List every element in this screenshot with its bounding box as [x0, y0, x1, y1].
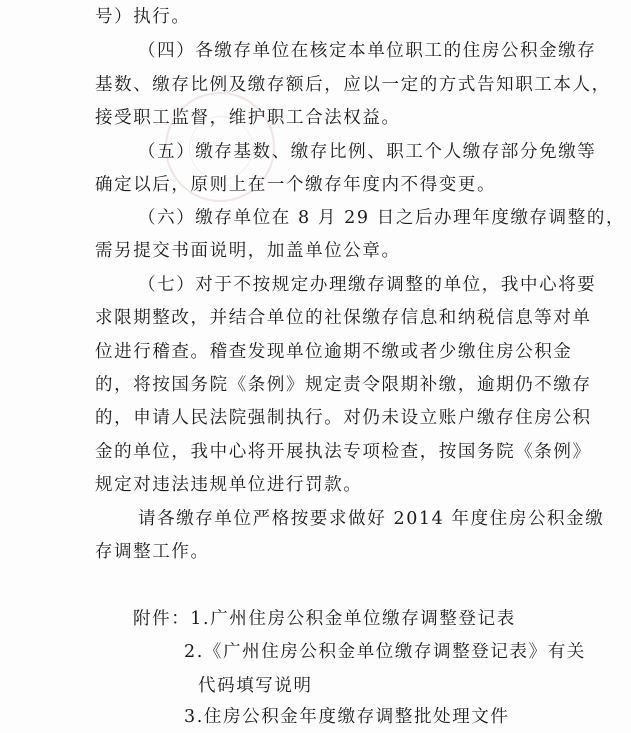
text-line-4: 接受职工监督，维护职工合法权益。: [95, 108, 401, 128]
attachment-line-2-cont: 代码填写说明: [198, 676, 313, 696]
text-line-9: （七）对于不按规定办理缴存调整的单位，我中心将要: [138, 275, 597, 295]
text-line-6: 确定以后，原则上在一个缴存年度内不得变更。: [95, 175, 497, 195]
text-line-2: （四）各缴存单位在核定本单位职工的住房公积金缴存: [138, 41, 597, 61]
text-line-3: 基数、缴存比例及缴存额后，应以一定的方式告知职工本人，: [95, 75, 611, 95]
text-line-10: 求限期整改，并结合单位的社保缴存信息和纳税信息等对单: [95, 308, 592, 328]
text-line-13: 的，申请人民法院强制执行。对仍未设立账户缴存住房公积: [95, 408, 592, 428]
text-line-17: 存调整工作。: [95, 542, 210, 562]
text-line-15: 规定对违法违规单位进行罚款。: [95, 475, 363, 495]
attachment-line-2: 2.《广州住房公积金单位缴存调整登记表》有关: [184, 642, 586, 662]
text-line-16: 请各缴存单位严格按要求做好 2014 年度住房公积金缴: [138, 509, 605, 529]
text-line-5: （五）缴存基数、缴存比例、职工个人缴存部分免缴等: [138, 142, 597, 162]
text-line-11: 位进行稽查。稽查发现单位逾期不缴或者少缴住房公积金: [95, 342, 573, 362]
text-line-12: 的，将按国务院《条例》规定责令限期补缴，逾期仍不缴存: [95, 375, 592, 395]
text-line-14: 金的单位，我中心将开展执法专项检查，按国务院《条例》: [95, 442, 592, 462]
attachment-line-1: 附件：1.广州住房公积金单位缴存调整登记表: [133, 609, 516, 629]
text-line-7: （六）缴存单位在 8 月 29 日之后办理年度缴存调整的，: [138, 208, 626, 228]
attachment-line-3: 3.住房公积金年度缴存调整批处理文件: [184, 707, 510, 727]
text-line-1: 号）执行。: [95, 7, 191, 27]
text-line-8: 需另提交书面说明，加盖单位公章。: [95, 241, 401, 261]
